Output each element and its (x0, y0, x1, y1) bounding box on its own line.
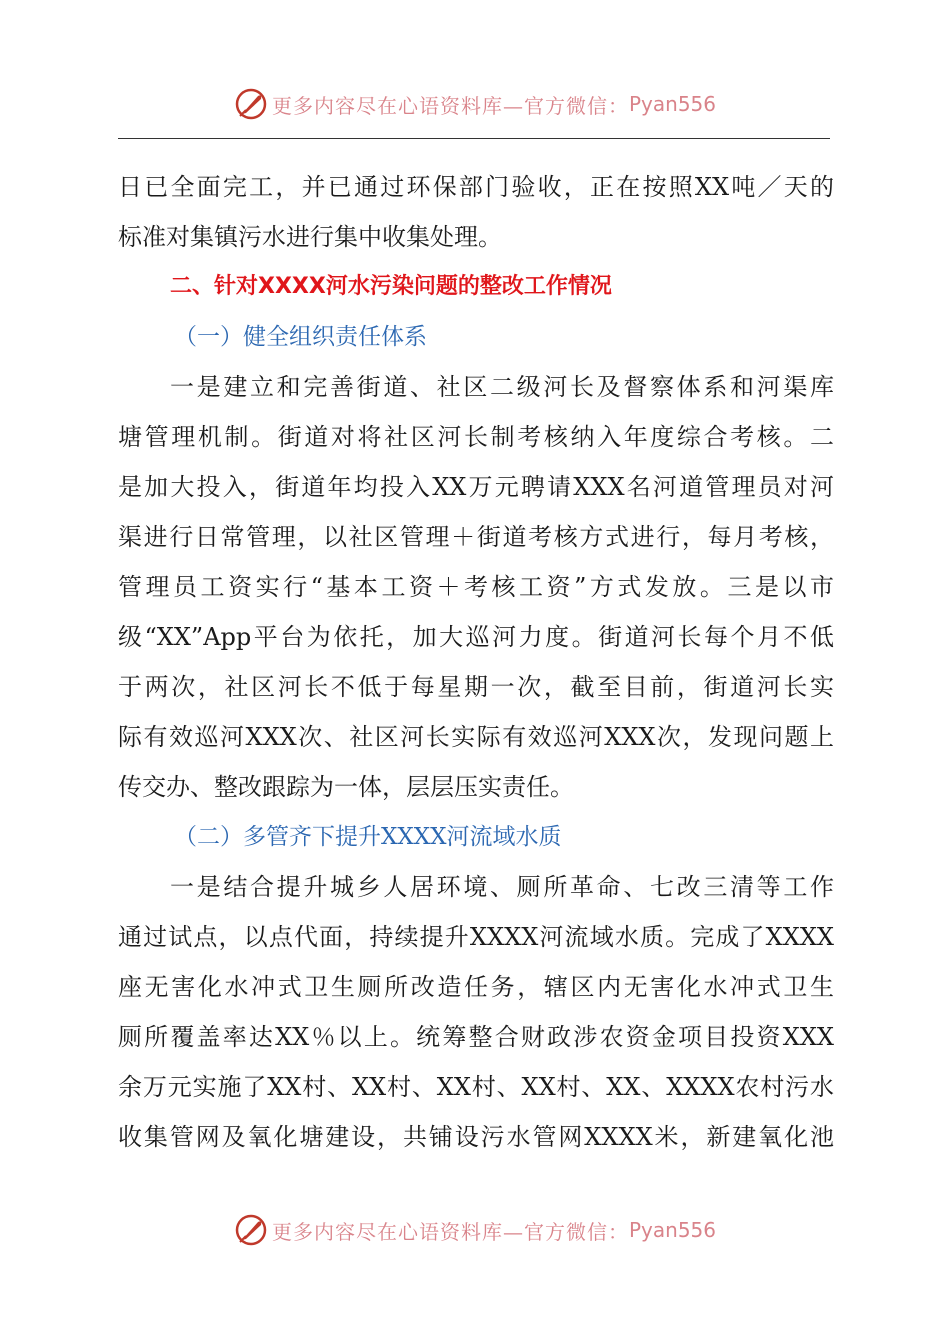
document-body (118, 162, 834, 1162)
paragraph-line: 管理员工资实行“基本工资＋考核工资”方式发放。三是以市 (118, 573, 834, 601)
header-banner (0, 82, 950, 126)
header-banner-code: Pyan556 (628, 92, 716, 116)
footer-banner-code: Pyan556 (628, 1218, 716, 1242)
paragraph-line: 收集管网及氧化塘建设，共铺设污水管网XXXX米，新建氧化池 (118, 1123, 834, 1151)
header-divider (118, 138, 830, 139)
paragraph-line: 于两次，社区河长不低于每星期一次，截至目前，街道河长实 (118, 673, 834, 701)
paragraph-line: 余万元实施了XX村、XX村、XX村、XX村、XX、XXXX农村污水 (118, 1073, 834, 1101)
feather-logo-icon (234, 1213, 268, 1247)
paragraph-line: 一是建立和完善街道、社区二级河长及督察体系和河渠库 (170, 373, 834, 401)
feather-logo-icon (234, 87, 268, 121)
header-banner-text: 更多内容尽在心语资料库—官方微信： (271, 93, 629, 118)
paragraph-line: 是加大投入，街道年均投入XX万元聘请XXX名河道管理员对河 (118, 473, 834, 501)
paragraph-line: 厕所覆盖率达XX％以上。统筹整合财政涉农资金项目投资XXX (118, 1023, 834, 1051)
footer-banner (0, 1208, 950, 1252)
paragraph-line: 传交办、整改跟踪为一体，层层压实责任。 (118, 773, 574, 801)
paragraph-line: 通过试点，以点代面，持续提升XXXX河流域水质。完成了XXXX (118, 923, 834, 951)
paragraph-line: 座无害化水冲式卫生厕所改造任务，辖区内无害化水冲式卫生 (118, 973, 834, 1001)
paragraph-line: 塘管理机制。街道对将社区河长制考核纳入年度综合考核。二 (118, 423, 834, 451)
footer-banner-text: 更多内容尽在心语资料库—官方微信： (271, 1219, 629, 1244)
paragraph-line: 渠进行日常管理，以社区管理＋街道考核方式进行，每月考核， (118, 523, 834, 551)
subsection-heading-2: （二）多管齐下提升XXXX河流域水质 (174, 824, 562, 850)
paragraph-line: 级“XX”App平台为依托，加大巡河力度。街道河长每个月不低 (118, 623, 834, 651)
paragraph-line: 际有效巡河XXX次、社区河长实际有效巡河XXX次，发现问题上 (118, 723, 834, 751)
section-heading: 二、针对XXXX河水污染问题的整改工作情况 (170, 274, 612, 299)
body-line: 标准对集镇污水进行集中收集处理。 (118, 223, 502, 251)
subsection-heading-1: （一）健全组织责任体系 (174, 324, 427, 350)
paragraph-line: 一是结合提升城乡人居环境、厕所革命、七改三清等工作 (170, 873, 834, 901)
body-line: 日已全面完工，并已通过环保部门验收，正在按照XX吨／天的 (118, 173, 834, 201)
